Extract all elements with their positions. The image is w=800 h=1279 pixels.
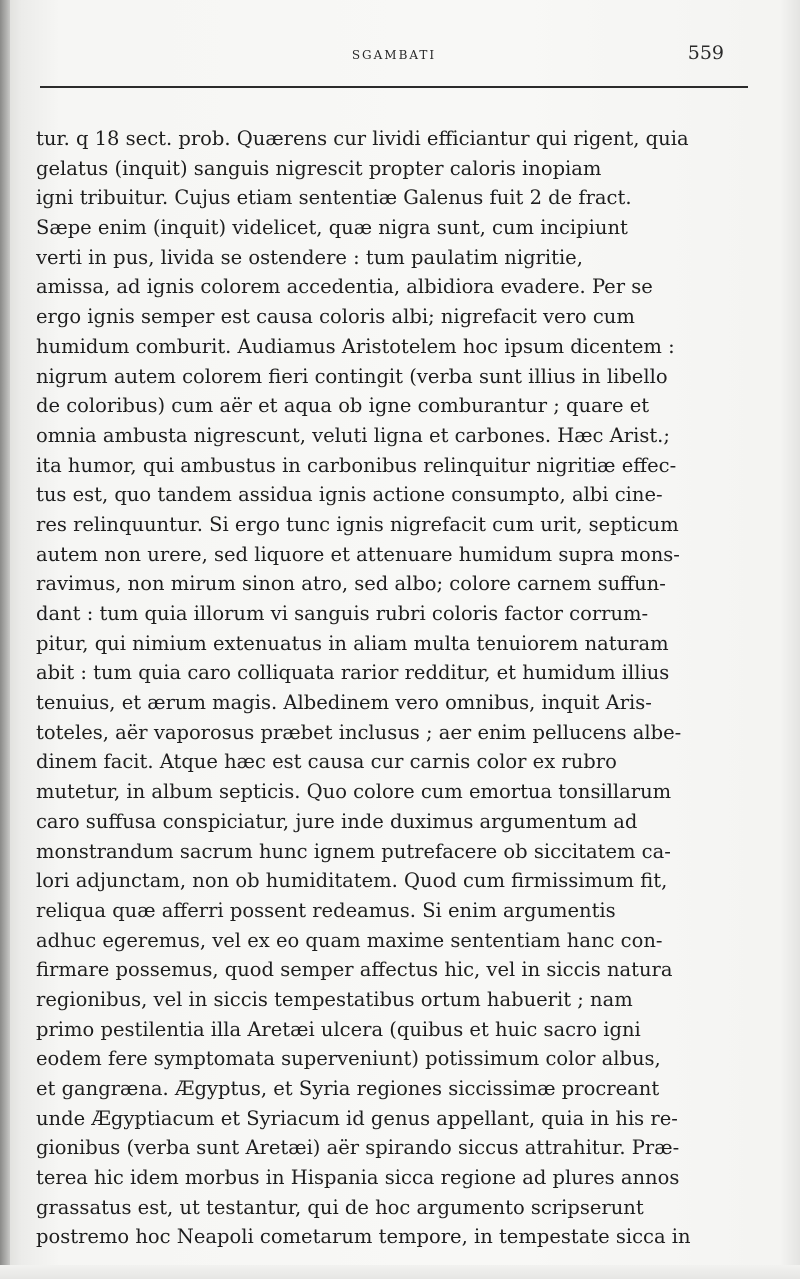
text-line: tus est, quo tandem assidua ignis actione consumpto, albi cine- xyxy=(36,483,663,507)
text-line: gelatus (inquit) sanguis nigrescit propter caloris inopiam xyxy=(36,156,602,180)
text-line: de coloribus) cum aër et aqua ob igne comburantur ; quare et xyxy=(36,394,650,418)
header-rule xyxy=(40,86,748,88)
text-line: dant : tum quia illorum vi sanguis rubri coloris factor corrum- xyxy=(36,602,649,625)
text-line: humidum comburit. Audiamus Aristotelem hoc ipsum dicentem : xyxy=(36,334,675,358)
text-line: monstrandum sacrum hunc ignem putrefacere ob siccitatem ca- xyxy=(36,839,671,863)
page-gutter-shadow xyxy=(0,0,10,1279)
text-line: grassatus est, ut testantur, qui de hoc argumento scripserunt xyxy=(36,1195,644,1219)
text-line: Sæpe enim (inquit) videlicet, quæ nigra sunt, cum incipiunt xyxy=(36,216,628,240)
text-line: mutetur, in album septicis. Quo colore cum emortua tonsillarum xyxy=(36,780,672,804)
page-header xyxy=(40,40,748,74)
text-line: primo pestilentia illa Aretæi ulcera (quibus et huic sacro igni xyxy=(36,1017,641,1041)
text-line: tenuius, et ærum magis. Albedinem vero omnibus, inquit Aris- xyxy=(36,691,652,715)
text-line: toteles, aër vaporosus præbet inclusus ; aer enim pellucens albe- xyxy=(36,720,682,744)
text-line: firmare possemus, quod semper affectus hic, vel in siccis natura xyxy=(36,958,673,982)
text-line: omnia ambusta nigrescunt, veluti ligna et carbones. Hæc Arist.; xyxy=(36,423,670,447)
text-line: ita humor, qui ambustus in carbonibus relinquitur nigritiæ effec- xyxy=(36,453,677,477)
text-line: lori adjunctam, non ob humiditatem. Quod cum firmissimum fit, xyxy=(36,869,668,893)
text-line: regionibus, vel in siccis tempestatibus ortum habuerit ; nam xyxy=(36,987,633,1011)
text-line: res relinquuntur. Si ergo tunc ignis nigrefacit cum urit, septicum xyxy=(36,512,679,536)
text-line: caro suffusa conspiciatur, jure inde duximus argumentum ad xyxy=(36,809,638,833)
text-line: reliqua quæ afferri possent redeamus. Si enim argumentis xyxy=(36,898,616,922)
page-number: 559 xyxy=(687,42,724,64)
text-line: ergo ignis semper est causa coloris albi; nigrefacit vero cum xyxy=(36,305,635,329)
text-line: igni tribuitur. Cujus etiam sententiæ Galenus fuit 2 de fract. xyxy=(36,186,632,210)
body-text xyxy=(36,124,754,1252)
running-head: SGAMBATI xyxy=(351,48,437,62)
text-line: verti in pus, livida se ostendere : tum paulatim nigritie, xyxy=(36,245,583,269)
page-bottom-edge xyxy=(0,1265,800,1279)
text-line: dinem facit. Atque hæc est causa cur carnis color ex rubro xyxy=(36,750,617,774)
text-line: terea hic idem morbus in Hispania sicca regione ad plures annos xyxy=(36,1166,680,1190)
text-line: abit : tum quia caro colliquata rarior redditur, et humidum illius xyxy=(36,661,670,685)
text-line: pitur, qui nimium extenuatus in aliam multa tenuiorem naturam xyxy=(36,631,669,655)
text-line: tur. q 18 sect. prob. Quærens cur lividi efficiantur qui rigent, quia xyxy=(36,127,689,150)
text-line: unde Ægyptiacum et Syriacum id genus appellant, quia in his re- xyxy=(36,1106,678,1130)
text-line: adhuc egeremus, vel ex eo quam maxime sententiam hanc con- xyxy=(36,928,663,952)
text-line: et gangræna. Ægyptus, et Syria regiones siccissimæ procreant xyxy=(36,1077,660,1100)
text-line: nigrum autem colorem fieri contingit (verba sunt illius in libello xyxy=(36,364,668,388)
text-line: postremo hoc Neapoli cometarum tempore, in tempestate sicca in xyxy=(36,1225,691,1249)
text-line: gionibus (verba sunt Aretæi) aër spirando siccus attrahitur. Præ- xyxy=(36,1136,680,1160)
text-line: autem non urere, sed liquore et attenuare humidum supra mons- xyxy=(36,542,680,566)
text-line: eodem fere symptomata superveniunt) potissimum color albus, xyxy=(36,1047,661,1071)
text-line: ravimus, non mirum sinon atro, sed albo; colore carnem suffun- xyxy=(36,572,666,596)
text-line: amissa, ad ignis colorem accedentia, albidiora evadere. Per se xyxy=(36,275,653,299)
